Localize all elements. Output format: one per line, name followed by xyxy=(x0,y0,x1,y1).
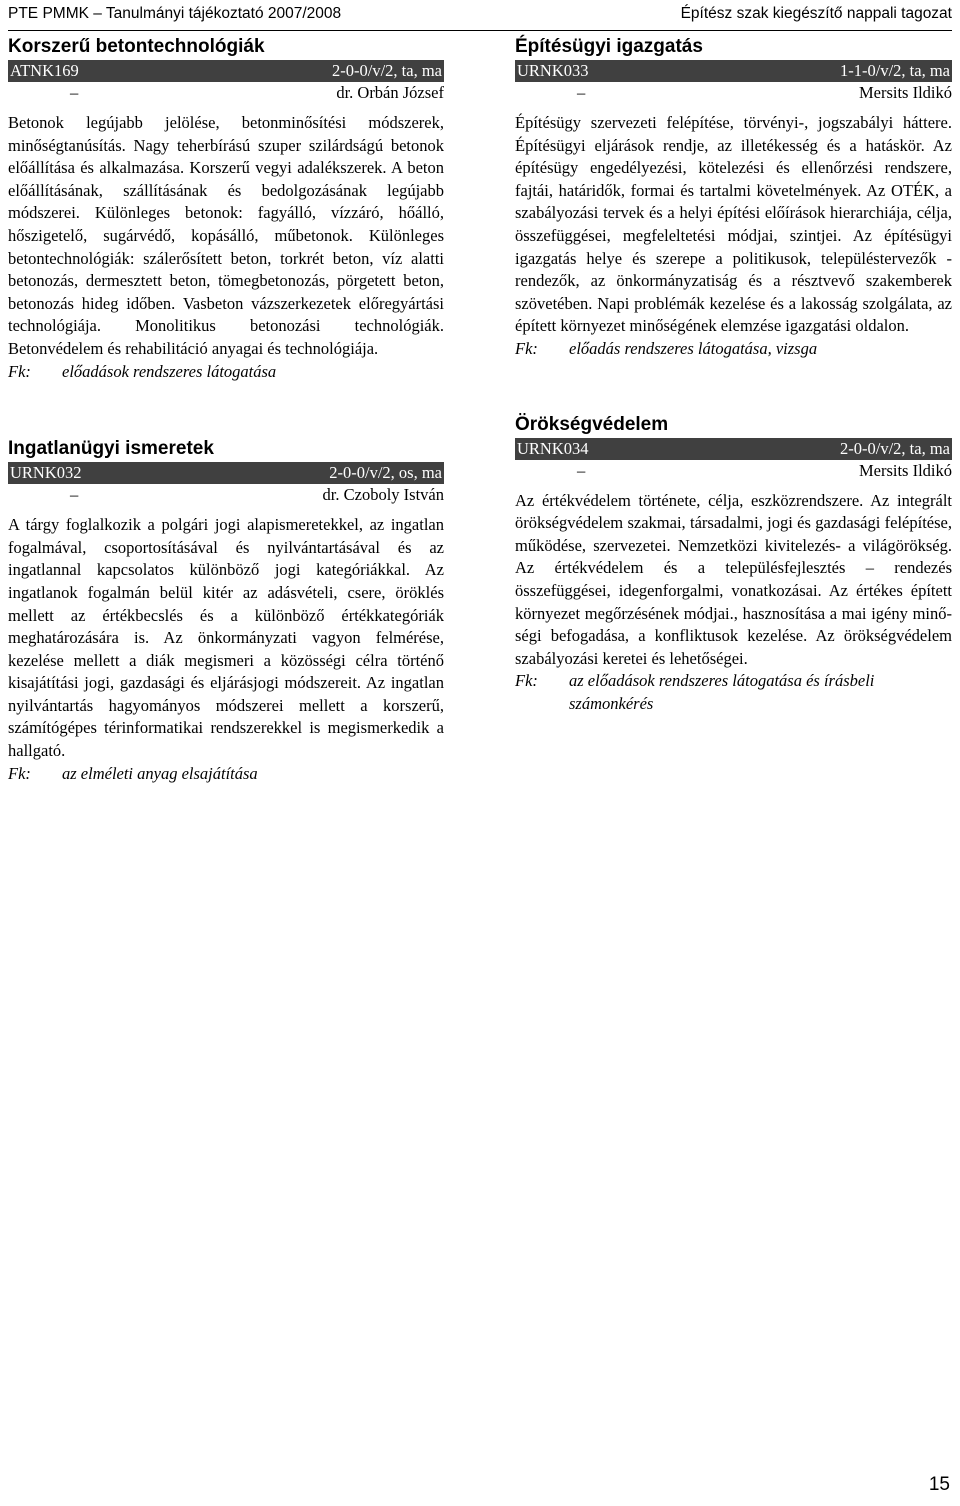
lecturer-name: dr. Czoboly István xyxy=(322,485,444,505)
lecturer-line xyxy=(515,460,952,482)
course-description: Építésügy szervezeti felépítése, törvényi-, jogszabályi háttere. Építésügyi eljárások rendje, az illetékesség és a hatáskör. Az építésügy engedélyezési, kötelezési és ellenőrzési rendszere, fajtái, határidők, formai és tartalmi követelmények. Az OTÉK, a szabályozási tervek és a helyi építési előírások hierarchiája, célja, összefüggései, megfeleltetési módjai, szintjei. Az építésügyi igazgatás helye és szerepe a politikusok, településtervezők - rendezők, az önkormányzatiság és a résztvevő szakemberek szövetében. Napi problémák kezelése és a lakosság szolgálata, az épített környezet minőségének elemzése igazgatási oldalon. xyxy=(515,113,952,336)
lecturer-name: Mersits Ildikó xyxy=(858,460,952,480)
course-code: ATNK169 xyxy=(10,61,79,80)
right-column xyxy=(515,35,952,737)
requirement-line xyxy=(8,361,444,384)
lecturer-name: dr. Orbán József xyxy=(336,83,444,102)
requirement-line xyxy=(8,763,444,786)
course-title: Építésügyi igazgatás xyxy=(515,36,703,57)
course-code: URNK032 xyxy=(10,463,82,483)
course-description: Az értékvédelem története, célja, eszközrendszere. Az integrált örökségvédelem szakmai, társadalmi, jogi és gazdasági felépítése, működése, szervezetei. Nemzetközi kivitelezés- a világörökség. Az értékvédelem és a településfejlesztés – rendezés összefüggései, idegenforgalmi, vonatkozásai. Az értékes épített környezet megőrzésének módjai., hasznosítása a mai igény minőségi befogadása, a konfliktusok kezelése. Az örökségvédelem szabályozási keretei és lehetőségei. xyxy=(515,490,952,668)
requirement-text: az elméleti anyag elsajátítása xyxy=(62,763,258,783)
requirement-text: előadás rendszeres látogatása, vizsga xyxy=(569,338,818,358)
course-block xyxy=(515,413,952,716)
course-meta: 2-0-0/v/2, ta, ma xyxy=(840,438,950,458)
requirement-text: az előadások rendszeres látogatása és írásbeli számonkérés xyxy=(569,671,875,713)
lecturer-line xyxy=(8,484,444,506)
requirement-line xyxy=(515,670,952,715)
course-description: Betonok legújabb jelölése, betonminősítési módszerek, minőségtanúsítás. Nagy teherbírású szuper szilárdságú betonok előállítása és alkalmazása. Korszerű vegyi adalékszerek. A beton előállításának, szállításának és bedolgozásának legújabb módszerei. Különleges betonok: fagyálló, vízzáró, hőálló, hőszigetelő, sugárvédő, kopásálló, műbetonok. Különleges betontechnológiák: szálerősített beton, torkrét beton, víz alatti betonozás, dermesztett beton, tömegbetonozás, pörgetett beton, betonozás hideg időben. Vasbeton vázszerkezetek előregyártási technológiája. Monolitikus betonozási technológiák. Betonvédelem és rehabilitáció anyagai és technológiája. xyxy=(8,113,444,358)
course-code: URNK034 xyxy=(517,438,589,458)
course-meta: 1-1-0/v/2, ta, ma xyxy=(840,61,950,80)
course-meta: 2-0-0/v/2, os, ma xyxy=(329,463,442,483)
requirement-line xyxy=(515,338,952,361)
page-header xyxy=(8,0,952,31)
lecturer-line xyxy=(515,82,952,104)
course-title: Ingatlanügyi ismeretek xyxy=(8,438,214,460)
course-meta: 2-0-0/v/2, ta, ma xyxy=(332,61,442,80)
course-title: Korszerű betontechnológiák xyxy=(8,36,265,57)
requirement-text: előadások rendszeres látogatása xyxy=(62,361,277,381)
course-code-bar xyxy=(8,462,444,484)
dash: – xyxy=(70,83,79,102)
course-code-bar xyxy=(515,60,952,82)
left-column xyxy=(8,35,444,807)
course-block xyxy=(515,35,952,361)
page-number: 15 xyxy=(928,1474,950,1495)
header-right: Építész szak kiegészítő nappali tagozat xyxy=(680,5,952,22)
course-block xyxy=(8,437,444,785)
course-code-bar xyxy=(515,438,952,460)
header-left: PTE PMMK – Tanulmányi tájékoztató 2007/2008 xyxy=(8,5,342,22)
dash: – xyxy=(577,460,586,480)
lecturer-line xyxy=(8,82,444,104)
dash: – xyxy=(577,83,586,102)
course-code-bar xyxy=(8,60,444,82)
course-title: Örökségvédelem xyxy=(515,413,669,435)
dash: – xyxy=(70,485,79,505)
lecturer-name: Mersits Ildikó xyxy=(858,83,952,102)
requirement-label: Fk: xyxy=(8,361,31,381)
requirement-label: Fk: xyxy=(515,671,538,691)
course-code: URNK033 xyxy=(517,61,589,80)
requirement-label: Fk: xyxy=(515,338,538,358)
course-description: A tárgy foglalkozik a polgári jogi alapismeretekkel, az ingatlan fogalmával, csoportosításával és nyilvántartásával és az ingatlannal kapcsolatos különböző jogi kategóriákkal. Az ingatlanok fogalmán belül kitér az adásvételi, csere, öröklés mellett az értékbecslés és a különböző értékkategóriák meghatározására is. Az önkormányzati vagyon felmérése, kezelése mellett a diák megismeri a közösségi célra történő kisajátítási jogi, gazdasági és eljárásjogi módszereit. Az ingatlan nyilvántartás hagyományos módszerei mellett a korszerű, számítógépes térinformatikai rendszerekkel is megismerkedik a hallgató. xyxy=(8,515,444,761)
requirement-label: Fk: xyxy=(8,763,31,783)
course-block xyxy=(8,35,444,383)
